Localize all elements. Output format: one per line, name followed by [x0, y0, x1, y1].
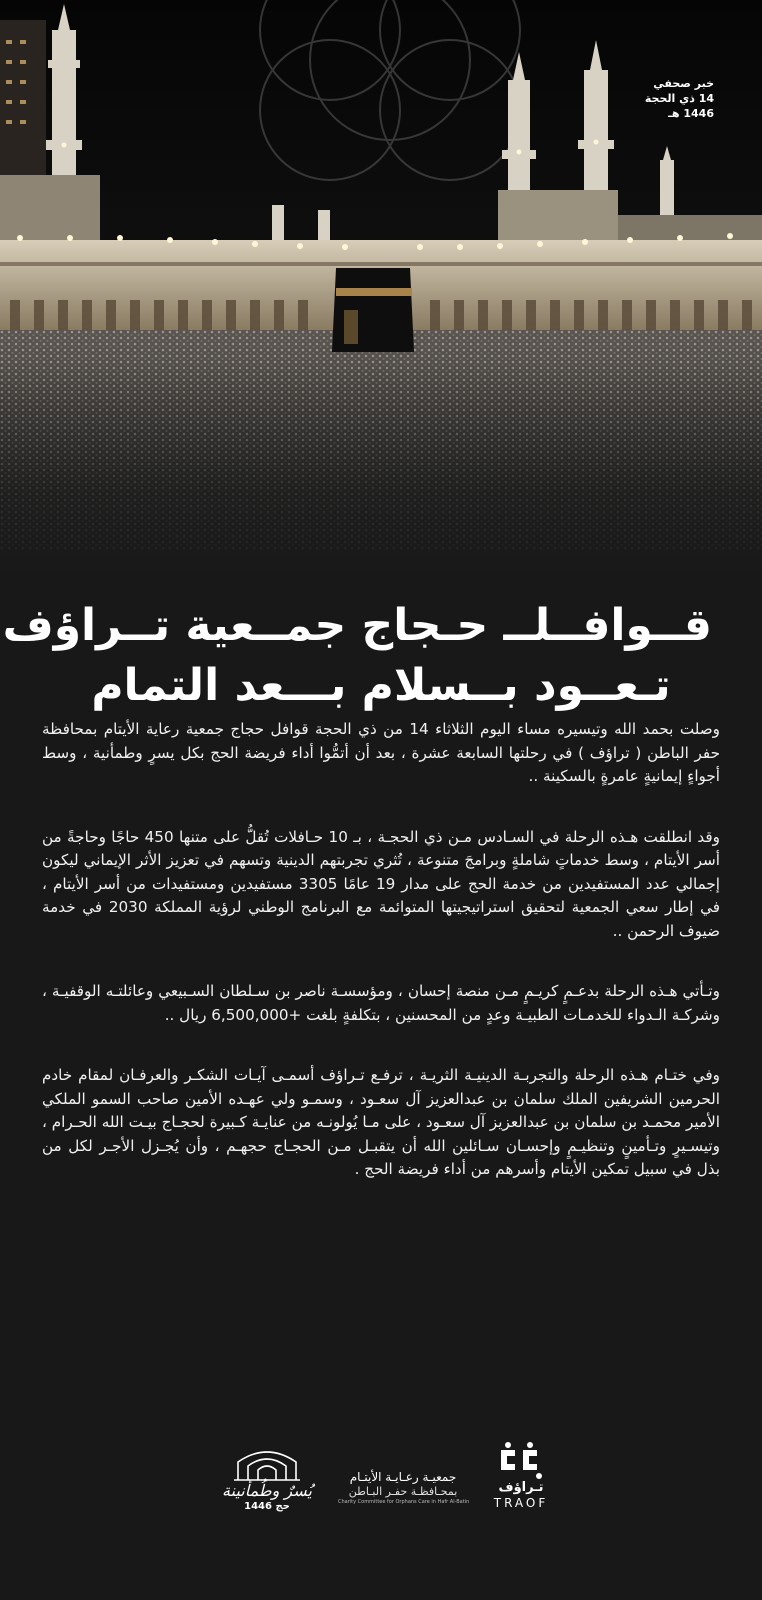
- paragraph-sponsors: وتـأتي هـذه الرحلة بدعـمٍ كريـمٍ مـن منصة إحسان ، ومؤسسـة ناصر بن سـلطان السـبيعي وعائلتـه الوقفيـة ، وشركـة الـدواء للخدمـات الطبيـة وعدٍ من المحسنين ، بتكلفةٍ بلغت +6,500,000 ريال ..: [42, 982, 720, 1024]
- traof-logo: [486, 1440, 556, 1510]
- press-release-type: خبر صحفي: [653, 77, 714, 90]
- mosque-outline-icon: [232, 1446, 302, 1482]
- article-body: [42, 718, 720, 1215]
- charity-name-en: Charity Committee for Orphans Care in Hafr Al-Batin: [338, 1499, 470, 1505]
- traof-name-en: TRAOF: [493, 1496, 549, 1510]
- charity-name-line-1: جمعيـة رعـايـة الأيتـام: [349, 1470, 457, 1484]
- hajj-campaign-slogan: يُسرٌ وطُمأنينة: [222, 1481, 312, 1500]
- footer-logos: [0, 1440, 762, 1540]
- paragraph-arrival: وصلت بحمد الله وتيسيره مساء اليوم الثلاثاء 14 من ذي الحجة قوافل حجاج جمعية رعاية الأيتام بمحافظة حفر الباطن ( تراؤف ) في رحلتها السابعة عشرة ، بعد أن أتمُّوا أداء فريضة الحج بكل يسرٍ وطمأنية ، وسط أجواءٍ إيمانيةٍ عامرةٍ بالسكينة ..: [42, 720, 720, 785]
- traof-name-ar: تـراؤف: [498, 1480, 544, 1495]
- charity-logo: [338, 1470, 468, 1506]
- traof-mark-icon: [495, 1440, 547, 1480]
- paragraph-thanks: وفي ختـام هـذه الرحلة والتجربـة الدينيـة الثريـة ، ترفـع تـراؤف أسمـى آيـات الشكـر والعرفـان لمقام خادم الحرمين الشريفين الملك سلمان بن عبدالعزيز آل سعـود ، وسمـو ولي عهـده الأمين صاحب السمو الملكي الأمير محمـد بن سلمان بن عبدالعزيز آل سعـود ، على مـا يُولونـه من عنايـة كـبيرة لحجـاج بيـت الله الحـرام ، وتيسـيرٍ وتـأمينٍ وتنظيـمٍ وإحسـان سـائلين الله أن يتقبـل مـن الحجـاج حجهـم ، وأن يُجـزل الأجـر لكل من بذل في سبيل تمكين الأيتام وأسرهم من أداء فريضة الحج .: [42, 1066, 720, 1178]
- headline-line-2: تـعــود بــسلام بـــعد التمام: [91, 660, 671, 711]
- paragraph-journey-details: وقد انطلقت هـذه الرحلة في السـادس مـن ذي الحجـة ، بـ 10 حـافلات تُقلُّ على متنها 450 حاجًا وحاجةً من أسر الأيتام ، وسط خدماتٍ شاملةٍ وبرامجَ متنوعة ، تُثري تجربتهم الدينية وتسهم في تعزيز الأثر الإيماني ليكون إجمالي عدد المستفيدين من خدمة الحج على مدار 19 عامًا 3305 مستفيدين ومستفيدات من أسر الأيتام ، في إطار سعي الجمعية لتحقيق استراتيجيتها المتوائمة مع البرنامج الوطني لرؤية المملكة 2030 في خدمة ضيوف الرحمن ..: [42, 827, 721, 940]
- headline: [2, 596, 712, 716]
- charity-name-line-2: بمحـافظـة حفـر البـاطن: [348, 1485, 458, 1498]
- hajj-campaign-year: حج 1446: [244, 1501, 290, 1512]
- kaaba: [332, 268, 414, 352]
- press-release-tag: [624, 76, 714, 121]
- hero-fade-overlay: [0, 360, 762, 600]
- headline-line-1: قــوافــلــ حـجاج جمــعية تــراؤف: [2, 600, 712, 651]
- press-release-year: 1446 هـ: [668, 107, 714, 120]
- hajj-campaign-logo: [222, 1446, 312, 1513]
- press-release-date: 14 ذي الحجة: [644, 92, 714, 105]
